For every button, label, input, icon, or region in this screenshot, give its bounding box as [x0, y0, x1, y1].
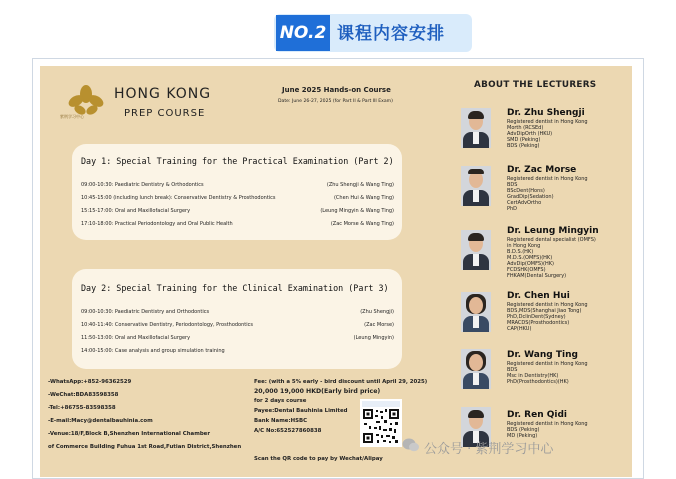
- contact-venue: -Venue:18/F,Block B,Shenzhen International Chamber: [48, 431, 210, 437]
- section-number-badge: NO.2: [276, 15, 330, 51]
- lecturer-credential: BDS: [507, 182, 518, 188]
- session-time: 17:10-18:00: Practical Periodontology and Oral Public Health: [81, 221, 233, 227]
- session-time: 15:15-17:00: Oral and Maxillofacial Surgery: [81, 208, 191, 214]
- contact-venue-cont: of Commerce Building Fuhua 1st Road,Futian District,Shenzhen: [48, 444, 242, 450]
- lecturer-credential: CertAdvOrtho: [507, 200, 542, 206]
- session-lecturer: (Zhu Shengji & Wang Ting): [326, 182, 394, 188]
- lecturer-credential: Registered dentist in Hong Kong: [507, 119, 588, 125]
- contact-tel: -Tel:+86755-83598358: [48, 405, 116, 411]
- bauhinia-logo-icon: [66, 84, 106, 118]
- lecturer-name: Dr. Chen Hui: [507, 291, 570, 301]
- wechat-icon: [402, 437, 420, 453]
- lecturer-photo: [461, 292, 491, 332]
- lecturer-photo: [461, 349, 491, 389]
- lecturer-credential: BScDent(Hons): [507, 188, 545, 194]
- lecturer-credential: MRACDS(Prosthodontics): [507, 320, 570, 326]
- lecturer-credential: PhD,DclinDent(Sydney): [507, 314, 566, 320]
- fee-duration: for 2 days course: [254, 398, 307, 404]
- session-lecturer: (Zac Morse & Wang Ting): [330, 221, 394, 227]
- lecturer-credential: AdvDipOrth (HKU): [507, 131, 553, 137]
- session-time: 10:45-15:00 (including lunch break): Conservative Dentistry & Prosthodontics: [81, 195, 276, 201]
- about-lecturers-heading: ABOUT THE LECTURERS: [474, 80, 597, 90]
- lecturer-credential: BDS (Peking): [507, 427, 540, 433]
- course-date: Date: June 26-27, 2025 (for Part II & Part III Exam): [278, 99, 393, 104]
- fee-account: A/C No:652527860838: [254, 428, 322, 434]
- qr-code-icon: [360, 399, 402, 447]
- lecturer-credential: PhD: [507, 206, 518, 212]
- lecturer-credential: PhD(Prosthodontics)(HK): [507, 379, 569, 385]
- session-lecturer: (Chen Hui & Wang Ting): [333, 195, 394, 201]
- lecturer-credential: B.D.S.(HK): [507, 249, 534, 255]
- session-time: 09:00-10:30: Paediatric Dentistry and Orthodontics: [81, 309, 210, 315]
- lecturer-credential: CAP(HKU): [507, 326, 532, 332]
- session-time: 09:00-10:30: Paediatric Dentistry & Orthodontics: [81, 182, 204, 188]
- session-time: 11:50-13:00: Oral and Maxillofacial Surgery: [81, 335, 191, 341]
- lecturer-credential: BDS: [507, 367, 518, 373]
- lecturer-photo: [461, 166, 491, 206]
- lecturer-credential: Registered dentist in Hong Kong: [507, 421, 588, 427]
- fee-heading: Fee: (with a 5% early - bird discount until April 29, 2025): [254, 379, 428, 385]
- lecturer-credential: Registered dentist in Hong Kong: [507, 361, 588, 367]
- lecturer-credential: AdvDip(OMFS)(HK): [507, 261, 554, 267]
- lecturer-credential: GradDip(Sedation): [507, 194, 554, 200]
- lecturer-credential: FCDSHK(OMFS): [507, 267, 546, 273]
- fee-payee: Payee:Dental Bauhinia Limited: [254, 408, 348, 414]
- lecturer-credential: Morth (RCSEd): [507, 125, 544, 131]
- contact-wechat: -WeChat:BDA83598358: [48, 392, 119, 398]
- lecturer-credential: FHKAM(Dental Surgery): [507, 273, 567, 279]
- session-lecturer: (Zac Morse): [364, 322, 394, 328]
- poster-title: HONG KONG: [114, 86, 212, 102]
- section-title: 课程内容安排: [337, 24, 445, 44]
- fee-price: 20,000 19,000 HKD(Early bird price): [254, 388, 381, 395]
- lecturer-name: Dr. Zhu Shengji: [507, 108, 585, 118]
- session-lecturer: (Zhu Shengji): [360, 309, 394, 315]
- session-lecturer: (Leung Mingyin): [353, 335, 394, 341]
- day-1-schedule: [72, 144, 402, 240]
- qr-instruction: Scan the QR code to pay by Wechat/Alipay: [254, 456, 383, 462]
- lecturer-name: Dr. Zac Morse: [507, 165, 577, 175]
- contact-email: -E-mail:Macy@dentalbauhinia.com: [48, 418, 153, 424]
- lecturer-name: Dr. Leung Mingyin: [507, 226, 599, 236]
- session-time: 10:40-11:40: Conservative Dentistry, Periodontology, Prosthodontics: [81, 322, 253, 328]
- session-time: 14:00-15:00: Case analysis and group simulation training: [81, 348, 225, 354]
- day-heading: Day 1: Special Training for the Practical Examination (Part 2): [81, 156, 394, 166]
- lecturer-credential: BDS (Peking): [507, 143, 540, 149]
- poster-subtitle: PREP COURSE: [124, 108, 206, 119]
- lecturer-credential: MD (Peking): [507, 433, 538, 439]
- day-heading: Day 2: Special Training for the Clinical Examination (Part 3): [81, 283, 389, 293]
- day-2-schedule: [72, 269, 402, 369]
- lecturer-credential: in Hong Kong: [507, 243, 541, 249]
- lecturer-credential: Msc in Dentistry(HK): [507, 373, 559, 379]
- lecturer-photo: [461, 230, 491, 270]
- wechat-watermark: [424, 438, 553, 457]
- lecturer-credential: SMD (Peking): [507, 137, 541, 143]
- lecturer-credential: BDS,MDS(Shanghai Jiao Tong): [507, 308, 582, 314]
- session-lecturer: (Leung Mingyin & Wang Ting): [320, 208, 394, 214]
- fee-bank: Bank Name:HSBC: [254, 418, 308, 424]
- lecturer-credential: M.D.S.(OMFS)(HK): [507, 255, 553, 261]
- lecturer-photo: [461, 108, 491, 148]
- contact-whatsapp: -WhatsApp:+852-96362529: [48, 379, 132, 385]
- payment-qr-code[interactable]: [360, 399, 402, 447]
- course-poster: [40, 66, 632, 477]
- lecturer-name: Dr. Ren Qidi: [507, 410, 568, 420]
- lecturer-credential: Registered dentist in Hong Kong: [507, 302, 588, 308]
- lecturer-credential: Registered dental specialist (OMFS): [507, 237, 596, 243]
- course-title: June 2025 Hands-on Course: [282, 86, 391, 94]
- logo-caption: 紫荆学习中心: [60, 114, 84, 119]
- lecturer-credential: Registered dentist in Hong Kong: [507, 176, 588, 182]
- lecturer-name: Dr. Wang Ting: [507, 350, 578, 360]
- watermark-text: 公众号 · 紫荆学习中心: [424, 442, 554, 457]
